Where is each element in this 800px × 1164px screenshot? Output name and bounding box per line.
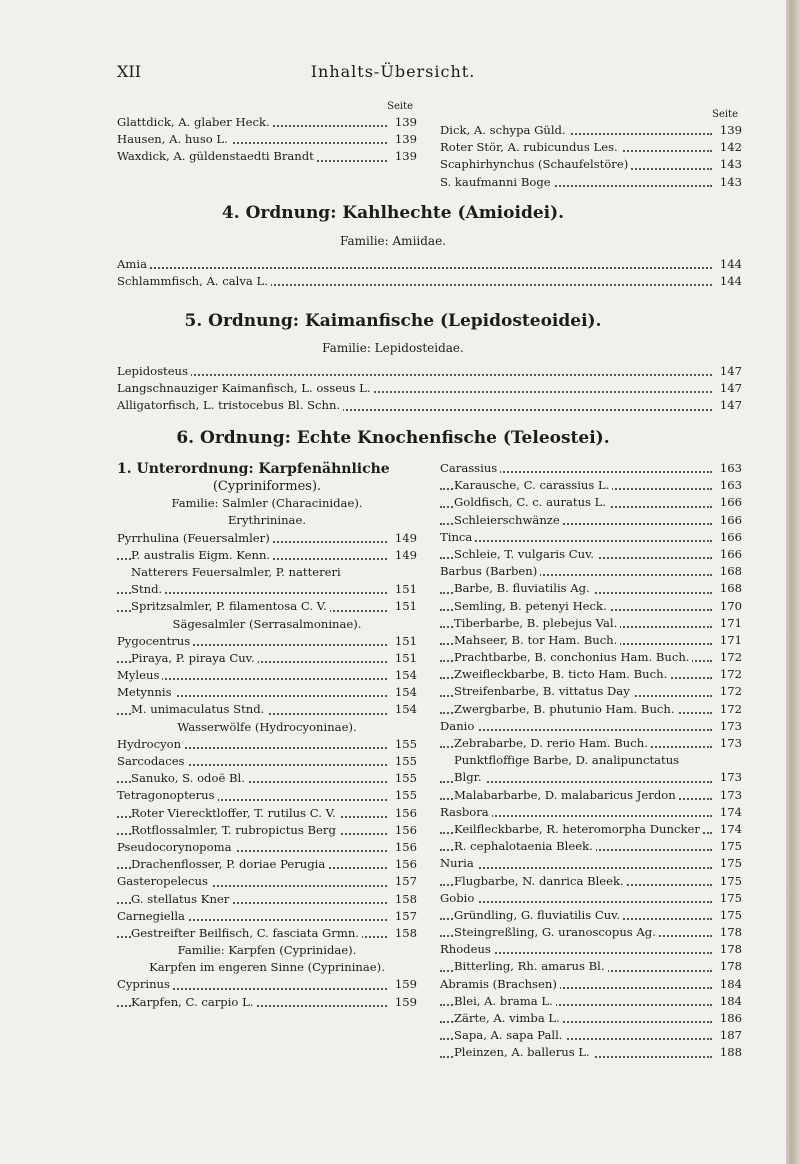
entry-page: 157 bbox=[392, 873, 417, 890]
toc-entry bbox=[117, 873, 417, 890]
suborder-latin: (Cypriniformes). bbox=[212, 479, 322, 494]
toc-entry bbox=[117, 839, 417, 856]
entry-title: Punktfloffige Barbe, D. analipunctatus bbox=[454, 753, 682, 767]
entry-page: 173 bbox=[717, 718, 742, 735]
entry-page: 168 bbox=[717, 563, 742, 580]
entry-page: 158 bbox=[392, 925, 417, 942]
entry-page: 175 bbox=[717, 855, 742, 872]
entry-page: 151 bbox=[392, 650, 417, 667]
order-6-left-column bbox=[117, 461, 417, 1011]
page-header bbox=[0, 62, 786, 92]
entry-page: 172 bbox=[717, 666, 742, 683]
toc-entry bbox=[440, 787, 742, 804]
entry-page: 178 bbox=[717, 941, 742, 958]
entry-page: 139 bbox=[392, 148, 417, 165]
entry-page: 156 bbox=[392, 839, 417, 856]
entry-title: Rotflossalmler, T. rubropictus Berg bbox=[131, 823, 339, 837]
toc-entry bbox=[117, 380, 742, 397]
entry-page: 142 bbox=[717, 139, 742, 156]
entry-title: Barbus (Barben) bbox=[440, 564, 540, 578]
entry-title: Rhodeus bbox=[440, 942, 494, 956]
entry-page: 173 bbox=[717, 735, 742, 752]
entry-page: 155 bbox=[392, 787, 417, 804]
entry-page: 186 bbox=[717, 1010, 742, 1027]
toc-entry bbox=[440, 769, 742, 786]
entry-page: 171 bbox=[717, 615, 742, 632]
suborder-heading: 1. Unterordnung: Karpfenähnliche bbox=[117, 461, 390, 477]
entry-page: 156 bbox=[392, 822, 417, 839]
toc-entry bbox=[440, 122, 742, 139]
entry-title: Malabarbarbe, D. malabaricus Jerdon bbox=[454, 788, 679, 802]
entry-page: 156 bbox=[392, 805, 417, 822]
entry-title: Rasbora bbox=[440, 805, 492, 819]
entry-page: 172 bbox=[717, 683, 742, 700]
toc-entry bbox=[440, 529, 742, 546]
entry-page: 184 bbox=[717, 993, 742, 1010]
entry-title: Hausen, A. huso L. bbox=[117, 132, 231, 146]
entry-page: 139 bbox=[392, 131, 417, 148]
entry-title: Goldfisch, C. c. auratus L. bbox=[454, 495, 609, 509]
entry-title: Spritzsalmler, P. filamentosa C. V. bbox=[131, 599, 330, 613]
subfamily-heading: Wasserwölfe (Hydrocyoninae). bbox=[177, 719, 357, 734]
subfamily-heading: Karpfen im engeren Sinne (Cyprininae). bbox=[149, 960, 385, 975]
entry-page: 139 bbox=[392, 114, 417, 131]
entry-title: Dick, A. schypa Güld. bbox=[440, 123, 569, 137]
toc-entry bbox=[440, 666, 742, 683]
entry-page: 144 bbox=[717, 256, 742, 273]
toc-entry bbox=[440, 941, 742, 958]
entry-title: P. australis Eigm. Kenn. bbox=[131, 548, 273, 562]
entry-title: Natterers Feuersalmler, P. nattereri bbox=[131, 565, 344, 579]
entry-page: 172 bbox=[717, 649, 742, 666]
entry-page: 163 bbox=[717, 460, 742, 477]
order-4-entries bbox=[117, 256, 742, 290]
top-right-column bbox=[440, 108, 742, 191]
toc-entry bbox=[117, 822, 417, 839]
toc-entry bbox=[440, 735, 742, 752]
toc-entry bbox=[440, 976, 742, 993]
entry-page: 155 bbox=[392, 736, 417, 753]
toc-entry bbox=[117, 131, 417, 148]
toc-entry bbox=[440, 993, 742, 1010]
leader-dots bbox=[117, 267, 712, 269]
entry-title: Danio bbox=[440, 719, 477, 733]
leader-dots bbox=[117, 374, 712, 376]
toc-entry bbox=[440, 580, 742, 597]
entry-title: Mahseer, B. tor Ham. Buch. bbox=[454, 633, 620, 647]
toc-entry bbox=[117, 633, 417, 650]
entry-title: Carassius bbox=[440, 461, 500, 475]
entry-title: Roter Stör, A. rubicundus Les. bbox=[440, 140, 621, 154]
toc-entry bbox=[440, 683, 742, 700]
entry-title: Metynnis bbox=[117, 685, 175, 699]
entry-title: Glattdick, A. glaber Heck. bbox=[117, 115, 273, 129]
toc-entry bbox=[440, 1010, 742, 1027]
toc-entry bbox=[117, 148, 417, 165]
entry-title: Steingreßling, G. uranoscopus Ag. bbox=[454, 925, 659, 939]
seite-label: Seite bbox=[387, 101, 413, 112]
toc-entry bbox=[117, 891, 417, 908]
toc-entry bbox=[117, 256, 742, 273]
running-title: Inhalts-Übersicht. bbox=[310, 62, 476, 81]
entry-page: 155 bbox=[392, 770, 417, 787]
entry-page: 158 bbox=[392, 891, 417, 908]
entry-title: Gobio bbox=[440, 891, 477, 905]
order-4-heading: 4. Ordnung: Kahlhechte (Amioidei). bbox=[221, 203, 565, 223]
toc-entry bbox=[117, 598, 417, 615]
toc-entry bbox=[117, 908, 417, 925]
entry-title: Sarcodaces bbox=[117, 754, 188, 768]
entry-title: Gestreifter Beilfisch, C. fasciata Grmn. bbox=[131, 926, 362, 940]
toc-entry bbox=[117, 701, 417, 718]
entry-page: 149 bbox=[392, 547, 417, 564]
entry-title: Waxdick, A. güldenstaedti Brandt bbox=[117, 149, 317, 163]
page-number: XII bbox=[117, 62, 142, 81]
entry-title: Pyrrhulina (Feuersalmler) bbox=[117, 531, 273, 545]
entry-title: Schlammfisch, A. calva L. bbox=[117, 274, 271, 288]
toc-entry bbox=[117, 994, 417, 1011]
entry-page: 174 bbox=[717, 821, 742, 838]
toc-entry bbox=[440, 804, 742, 821]
entry-title: Blei, A. brama L. bbox=[454, 994, 556, 1008]
toc-entry bbox=[117, 684, 417, 701]
toc-entry bbox=[117, 976, 417, 993]
toc-entry bbox=[117, 273, 742, 290]
entry-page: 154 bbox=[392, 701, 417, 718]
leader-dots bbox=[440, 901, 712, 903]
entry-title: Schleie, T. vulgaris Cuv. bbox=[454, 547, 597, 561]
entry-title: Amia bbox=[117, 257, 150, 271]
entry-page: 178 bbox=[717, 958, 742, 975]
toc-entry bbox=[440, 563, 742, 580]
toc-entry bbox=[440, 924, 742, 941]
toc-entry bbox=[117, 114, 417, 131]
entry-page: 159 bbox=[392, 994, 417, 1011]
entry-page: 178 bbox=[717, 924, 742, 941]
order-4-family: Familie: Amiidae. bbox=[340, 234, 446, 248]
toc-entry bbox=[117, 667, 417, 684]
order-6-right-column bbox=[440, 460, 742, 1062]
entry-page: 151 bbox=[392, 633, 417, 650]
seite-label: Seite bbox=[712, 109, 738, 120]
toc-entry bbox=[440, 649, 742, 666]
toc-entry bbox=[117, 787, 417, 804]
entry-page: 172 bbox=[717, 701, 742, 718]
entry-title: Pleinzen, A. ballerus L. bbox=[454, 1045, 593, 1059]
entry-title: Blgr. bbox=[454, 770, 485, 784]
entry-title: Tiberbarbe, B. plebejus Val. bbox=[454, 616, 620, 630]
entry-title: Tetragonopterus bbox=[117, 788, 218, 802]
entry-page: 163 bbox=[717, 477, 742, 494]
entry-page: 184 bbox=[717, 976, 742, 993]
entry-title: Piraya, P. piraya Cuv. bbox=[131, 651, 258, 665]
entry-title: Streifenbarbe, B. vittatus Day bbox=[454, 684, 633, 698]
entry-page: 147 bbox=[717, 380, 742, 397]
toc-entry bbox=[117, 736, 417, 753]
family-heading: Familie: Karpfen (Cyprinidae). bbox=[177, 943, 357, 958]
entry-title: Gründling, G. fluviatilis Cuv. bbox=[454, 908, 623, 922]
toc-entry bbox=[440, 139, 742, 156]
entry-page: 173 bbox=[717, 787, 742, 804]
entry-page: 188 bbox=[717, 1044, 742, 1061]
toc-entry bbox=[117, 530, 417, 547]
toc-entry bbox=[440, 1027, 742, 1044]
entry-title: Lepidosteus bbox=[117, 364, 191, 378]
toc-entry bbox=[117, 805, 417, 822]
entry-title: Pygocentrus bbox=[117, 634, 193, 648]
entry-title: Nuria bbox=[440, 856, 477, 870]
entry-title: Hydrocyon bbox=[117, 737, 184, 751]
entry-page: 159 bbox=[392, 976, 417, 993]
entry-title: S. kaufmanni Boge bbox=[440, 175, 554, 189]
entry-title: Keilfleckbarbe, R. heteromorpha Duncker bbox=[454, 822, 703, 836]
entry-page: 175 bbox=[717, 838, 742, 855]
toc-entry bbox=[117, 581, 417, 598]
toc-entry bbox=[440, 494, 742, 511]
entry-title: Karpfen, C. carpio L. bbox=[131, 995, 256, 1009]
entry-page: 154 bbox=[392, 667, 417, 684]
toc-entry bbox=[440, 958, 742, 975]
entry-page: 175 bbox=[717, 890, 742, 907]
entry-page: 143 bbox=[717, 156, 742, 173]
entry-page: 147 bbox=[717, 397, 742, 414]
toc-entry bbox=[440, 1044, 742, 1061]
toc-entry bbox=[440, 821, 742, 838]
toc-entry bbox=[117, 925, 417, 942]
entry-page: 144 bbox=[717, 273, 742, 290]
entry-title: Zweifleckbarbe, B. ticto Ham. Buch. bbox=[454, 667, 670, 681]
entry-title: Semling, B. petenyi Heck. bbox=[454, 599, 610, 613]
toc-entry bbox=[440, 701, 742, 718]
toc-entry bbox=[440, 546, 742, 563]
toc-entry bbox=[117, 547, 417, 564]
order-5-heading: 5. Ordnung: Kaimanfische (Lepidosteoidei). bbox=[184, 311, 602, 331]
entry-title: Prachtbarbe, B. conchonius Ham. Buch. bbox=[454, 650, 692, 664]
entry-page: 166 bbox=[717, 546, 742, 563]
entry-title: Roter Vierecktloffer, T. rutilus C. V. bbox=[131, 806, 339, 820]
entry-page: 149 bbox=[392, 530, 417, 547]
entry-page: 147 bbox=[717, 363, 742, 380]
order-5-family: Familie: Lepidosteidae. bbox=[322, 341, 464, 355]
entry-title: Sapa, A. sapa Pall. bbox=[454, 1028, 565, 1042]
entry-title: Cyprinus bbox=[117, 977, 173, 991]
entry-title: G. stellatus Kner bbox=[131, 892, 232, 906]
toc-entry bbox=[440, 632, 742, 649]
family-heading: Familie: Salmler (Characinidae). bbox=[171, 496, 363, 511]
entry-page: 156 bbox=[392, 856, 417, 873]
entry-title: Carnegiella bbox=[117, 909, 188, 923]
toc-entry bbox=[440, 890, 742, 907]
subfamily-heading: Erythrininae. bbox=[227, 513, 307, 528]
entry-title: Stnd. bbox=[131, 582, 165, 596]
toc-entry bbox=[440, 855, 742, 872]
toc-entry bbox=[440, 174, 742, 191]
entry-title: Scaphirhynchus (Schaufelstöre) bbox=[440, 157, 631, 171]
leader-dots bbox=[440, 540, 712, 542]
entry-title: Drachenflosser, P. doriae Perugia bbox=[131, 857, 328, 871]
toc-entry bbox=[117, 753, 417, 770]
entry-title: Abramis (Brachsen) bbox=[440, 977, 560, 991]
entry-page: 174 bbox=[717, 804, 742, 821]
toc-entry bbox=[117, 564, 417, 581]
entry-page: 143 bbox=[717, 174, 742, 191]
entry-page: 166 bbox=[717, 512, 742, 529]
entry-page: 151 bbox=[392, 598, 417, 615]
entry-title: Sanuko, S. odoë Bl. bbox=[131, 771, 248, 785]
toc-entry bbox=[440, 718, 742, 735]
toc-entry bbox=[117, 363, 742, 380]
entry-title: R. cephalotaenia Bleek. bbox=[454, 839, 596, 853]
entry-page: 175 bbox=[717, 873, 742, 890]
toc-entry bbox=[117, 397, 742, 414]
entry-title: Schleierschwänze bbox=[454, 513, 563, 527]
leader-dots bbox=[440, 867, 712, 869]
entry-title: Pseudocorynopoma bbox=[117, 840, 235, 854]
entry-title: Gasteropelecus bbox=[117, 874, 211, 888]
entry-title: Zwergbarbe, B. phutunio Ham. Buch. bbox=[454, 702, 678, 716]
entry-title: Tinca bbox=[440, 530, 475, 544]
top-left-column bbox=[117, 100, 417, 166]
toc-entry bbox=[440, 477, 742, 494]
entry-page: 155 bbox=[392, 753, 417, 770]
toc-entry bbox=[440, 460, 742, 477]
entry-page: 166 bbox=[717, 529, 742, 546]
entry-title: Zebrabarbe, D. rerio Ham. Buch. bbox=[454, 736, 651, 750]
toc-entry bbox=[117, 650, 417, 667]
toc-entry bbox=[440, 615, 742, 632]
entry-page: 175 bbox=[717, 907, 742, 924]
entry-page: 171 bbox=[717, 632, 742, 649]
toc-entry bbox=[440, 512, 742, 529]
entry-title: Flugbarbe, N. danrica Bleek. bbox=[454, 874, 627, 888]
entry-page: 157 bbox=[392, 908, 417, 925]
entry-page: 170 bbox=[717, 598, 742, 615]
entry-page: 173 bbox=[717, 769, 742, 786]
leader-dots bbox=[440, 729, 712, 731]
toc-entry bbox=[440, 752, 742, 769]
toc-entry bbox=[440, 838, 742, 855]
entry-title: Karausche, C. carassius L. bbox=[454, 478, 612, 492]
subfamily-heading: Sägesalmler (Serrasalmoninae). bbox=[172, 616, 362, 631]
page-edge bbox=[786, 0, 800, 1164]
entry-title: Langschnauziger Kaimanfisch, L. osseus L. bbox=[117, 381, 374, 395]
entry-page: 139 bbox=[717, 122, 742, 139]
entry-title: Barbe, B. fluviatilis Ag. bbox=[454, 581, 593, 595]
entry-page: 187 bbox=[717, 1027, 742, 1044]
toc-entry bbox=[117, 770, 417, 787]
order-5-entries bbox=[117, 363, 742, 415]
entry-title: M. unimaculatus Stnd. bbox=[131, 702, 267, 716]
toc-entry bbox=[440, 156, 742, 173]
order-6-heading: 6. Ordnung: Echte Knochenfische (Teleostei). bbox=[176, 428, 610, 448]
entry-title: Alligatorfisch, L. tristocebus Bl. Schn. bbox=[117, 398, 343, 412]
toc-entry bbox=[117, 856, 417, 873]
entry-title: Myleus bbox=[117, 668, 162, 682]
toc-entry bbox=[440, 873, 742, 890]
entry-page: 166 bbox=[717, 494, 742, 511]
entry-page: 168 bbox=[717, 580, 742, 597]
entry-page: 154 bbox=[392, 684, 417, 701]
toc-entry bbox=[440, 598, 742, 615]
toc-entry bbox=[440, 907, 742, 924]
entry-title: Bitterling, Rh. amarus Bl. bbox=[454, 959, 608, 973]
entry-title: Zärte, A. vimba L. bbox=[454, 1011, 563, 1025]
entry-page: 151 bbox=[392, 581, 417, 598]
